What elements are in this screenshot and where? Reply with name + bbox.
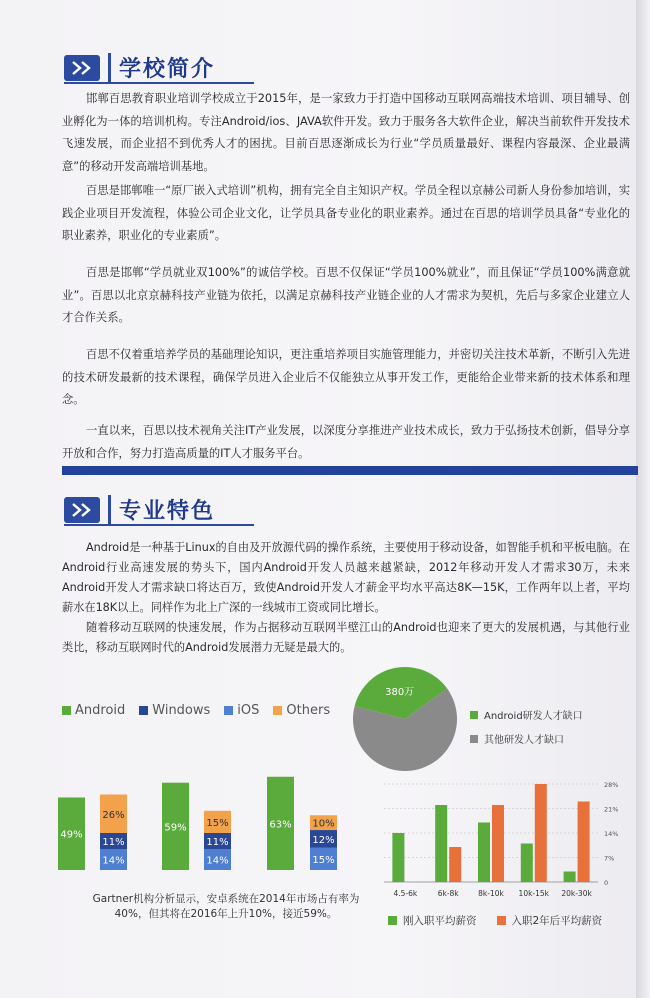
pie-legend-android: Android研发人才缺口: [470, 707, 583, 722]
legend-item-ios: iOS: [224, 703, 259, 718]
legend-item-others: Others: [273, 703, 330, 718]
bar-starting-salary: [435, 805, 447, 882]
y-tick-label: 0: [604, 879, 609, 887]
legend-item-two-years: 入职2年后平均薪资: [497, 913, 603, 928]
bar-starting-salary: [392, 833, 404, 882]
x-tick-label: 10k-15k: [518, 889, 550, 898]
bar-label: 26%: [102, 809, 125, 821]
section-header-features: [64, 494, 215, 525]
legend-item-starting: 刚入职平均薪资: [388, 913, 477, 928]
intro-paragraph-4: 百思不仅着重培养学员的基础理论知识，更注重培养项目实施管理能力，并密切关注技术革新，不断引入先进的技术研发最新的技术课程，确保学员进入企业后不仅能独立从事开发工作，更能给企业带来新的技术体系和理念。: [62, 348, 630, 406]
double-chevron-icon: [64, 55, 100, 81]
market-share-legend: [62, 703, 330, 718]
pie-legend: [470, 707, 583, 755]
double-chevron-icon: [64, 497, 100, 523]
page-edge: [636, 0, 650, 998]
section-title: 学校简介: [119, 57, 216, 82]
chart-caption: Gartner机构分析显示，安卓系统在2014年市场占有率为40%，但其将在2016年上升10%，接近59%。: [92, 893, 360, 920]
y-tick-label: 21%: [604, 805, 619, 814]
y-tick-label: 14%: [604, 830, 619, 838]
bar-starting-salary: [478, 823, 490, 883]
features-paragraph-1: Android是一种基于Linux的自由及开放源代码的操作系统，主要使用于移动设备，如智能手机和平板电脑。在Android行业高速发展的势头下，国内Android开发人员越来越紧缺，2012年移动开发人才需求30万，未来Android开发人才需求缺口将达百万，致使Android开发人才薪金平均水平高达8K—15K，工作两年以上者，平均薪水在18K以上。同样作为北上广深的一线城市工资或同比增长。: [62, 541, 630, 614]
talent-gap-pie: [350, 664, 460, 774]
bar-starting-salary: [521, 844, 533, 883]
pie-legend-other: 其他研发人才缺口: [470, 731, 583, 746]
section-header-intro: [64, 52, 215, 83]
bar-label: 11%: [206, 837, 229, 849]
title-underline: [64, 82, 254, 84]
legend-item-windows: Windows: [139, 703, 210, 718]
title-underline: [64, 524, 254, 526]
features-paragraph-2: 随着移动互联网的快速发展，作为占据移动互联网半壁江山的Android也迎来了更大的发展机遇，与其他行业类比，移动互联网时代的Android发展潜力无疑是最大的。: [62, 621, 630, 654]
bar-two-year-salary: [449, 847, 461, 882]
bar-label: 12%: [312, 834, 335, 846]
bar-two-year-salary: [535, 784, 547, 882]
bar-label: 15%: [206, 817, 229, 829]
section-divider-band: [62, 466, 638, 475]
bar-label: 59%: [164, 822, 187, 834]
bar-label: 10%: [312, 818, 335, 830]
bar-two-year-salary: [578, 802, 590, 883]
title-divider: [108, 495, 111, 525]
intro-paragraph-1: 邯郸百思教育职业培训学校成立于2015年，是一家致力于打造中国移动互联网高端技术培训、项目辅导、创业孵化为一体的培训机构。专注Android/ios、JAVA软件开发。致力于服务各大软件企业，解决当前软件开发技术飞速发展，而企业招不到优秀人才的困扰。目前百思逐渐成长为行业“学员质量最好、课程内容最深、企业最满意”的移动开发高端培训基地。: [62, 92, 630, 173]
bar-label: 49%: [60, 829, 83, 841]
x-tick-label: 8k-10k: [478, 889, 504, 898]
bar-label: 11%: [102, 837, 125, 849]
bar-label: 14%: [206, 855, 229, 867]
x-tick-label: 6k-8k: [437, 889, 459, 898]
bar-label: 14%: [102, 855, 125, 867]
salary-chart: [366, 776, 636, 906]
intro-paragraph-2: 百思是邯郸唯一“原厂嵌入式培训”机构，拥有完全自主知识产权。学员全程以京赫公司新人身份参加培训，实践企业项目开发流程，体验公司企业文化，让学员具备专业化的职业素养。通过在百思的培训学员具备“专业化的职业素养，职业化的专业素质”。: [62, 184, 630, 242]
salary-legend: [388, 913, 602, 928]
y-tick-label: 28%: [604, 781, 619, 789]
bar-label: 15%: [312, 854, 335, 866]
intro-paragraph-5: 一直以来，百思以技术视角关注IT产业发展，以深度分享推进产业技术成长，致力于弘扬技术创新，倡导分享 开放和合作，努力打造高质量的IT人才服务平台。: [62, 424, 630, 460]
bar-two-year-salary: [492, 805, 504, 882]
bar-starting-salary: [564, 872, 576, 883]
x-tick-label: 20k-30k: [561, 889, 592, 898]
x-tick-label: 4.5-6k: [393, 889, 418, 898]
intro-paragraph-3: 百思是邯郸“学员就业双100%”的诚信学校。百思不仅保证“学员100%就业”，而且保证“学员100%满意就业”。百思以北京京赫科技产业链为依托，以满足京赫科技产业链企业的人才需求为契机，先后与多家企业建立人才合作关系。: [62, 266, 630, 324]
y-tick-label: 7%: [604, 854, 615, 863]
market-share-chart: [52, 720, 352, 890]
pie-label: 380万: [385, 686, 415, 698]
bar-label: 63%: [269, 819, 292, 831]
legend-item-android: Android: [62, 703, 125, 718]
section-title: 专业特色: [119, 499, 216, 524]
title-divider: [108, 53, 111, 83]
